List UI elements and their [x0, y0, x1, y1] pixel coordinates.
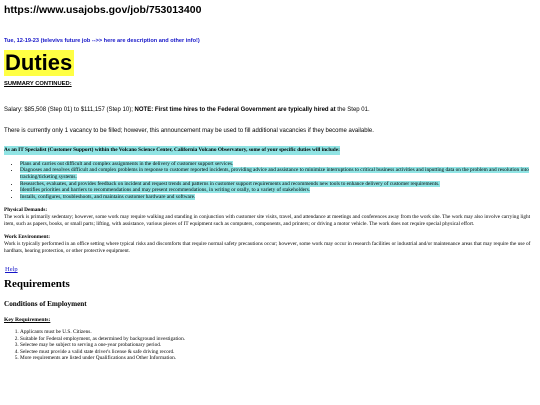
list-item: • Installs, configures, troubleshoots, and maintains customer hardware and software.	[20, 194, 534, 201]
list-item: • Diagnoses and resolves difficult and complex problems in response to customer reported incidents, providing advice and assistance to minimize interruptions to critical business activities and inputting data on the problem and resolution into tracking/ticketing systems.	[20, 167, 534, 180]
salary-tail: the Step 01.	[337, 107, 370, 114]
duties-title: Duties	[5, 49, 73, 75]
vacancy-text: There is currently only 1 vacancy to be filled; however, this announcement may be used to fill additional vacancies if they become available.	[4, 127, 374, 134]
key-requirements-heading: Key Requirements:	[4, 317, 51, 324]
list-item: 4. Selectee must provide a valid state driver's license & safe driving record.	[20, 349, 534, 356]
requirements-heading: Requirements	[4, 278, 70, 291]
physical-heading: Physical Demands:	[4, 207, 48, 214]
list-item: 1. Applicants must be U.S. Citizens.	[20, 329, 534, 336]
summary-heading: SUMMARY CONTINUED:	[4, 80, 72, 87]
date-note: Tue, 12-19-23 (televivs future job -->> here are description and other info!)	[4, 38, 200, 44]
list-item: 5. More requirements are listed under Qualifications and Other Information.	[20, 355, 534, 362]
environment-heading: Work Environment:	[4, 234, 50, 241]
list-item: • Plans and carries out difficult and complex assignments in the delivery of customer support services.	[20, 161, 534, 168]
list-item: • Researches, evaluates, and provides feedback on incident and request trends and patterns in customer support requirements and recommends new tools to enhance delivery of customer requirements.	[20, 181, 534, 188]
salary-text: Salary: $85,508 (Step 01) to $111,157 (Step 10);	[4, 107, 133, 114]
salary-line	[4, 107, 534, 115]
environment-text: Work is typically performed in an office setting where typical risks and discomforts that require normal safety precautions occur; however, some work may occur in research facilities or industrial and/or maintenance areas that may require the use of hardhats, hearing protection, or other protective equipment.	[4, 240, 531, 254]
physical-text: The work is primarily sedentary; however, some work may require walking and standing in conjunction with customer site visits, travel, and attendance at meetings and conferences away from the work site. The work may also involve carrying light item, such as papers, books, or small parts; lifting, with assistance, various pieces of IT equipment such as computers, components, and printers; or driving a motor vehicle. The work does not require special physical effort.	[4, 214, 531, 227]
list-item: 3. Selectee may be subject to serving a one-year probationary period.	[20, 342, 534, 349]
page-url: https://www.usajobs.gov/job/753013400	[4, 4, 202, 16]
duties-intro: As an IT Specialist (Customer Support) within the Volcano Science Center, California Volcano Observatory, some of your specific duties will include:	[4, 147, 340, 154]
duties-list	[4, 161, 534, 201]
key-requirements-list	[4, 329, 534, 362]
salary-note: NOTE: First time hires to the Federal Government are typically hired at	[134, 107, 336, 114]
list-item: 2. Suitable for Federal employment, as determined by background investigation.	[20, 336, 534, 343]
page	[4, 4, 534, 362]
help-link[interactable]: Help	[5, 266, 18, 274]
conditions-heading: Conditions of Employment	[4, 300, 87, 309]
list-item: • Identifies priorities and barriers to recommendations and may present recommendations, in writing or orally, to a variety of stakeholders.	[20, 187, 534, 194]
